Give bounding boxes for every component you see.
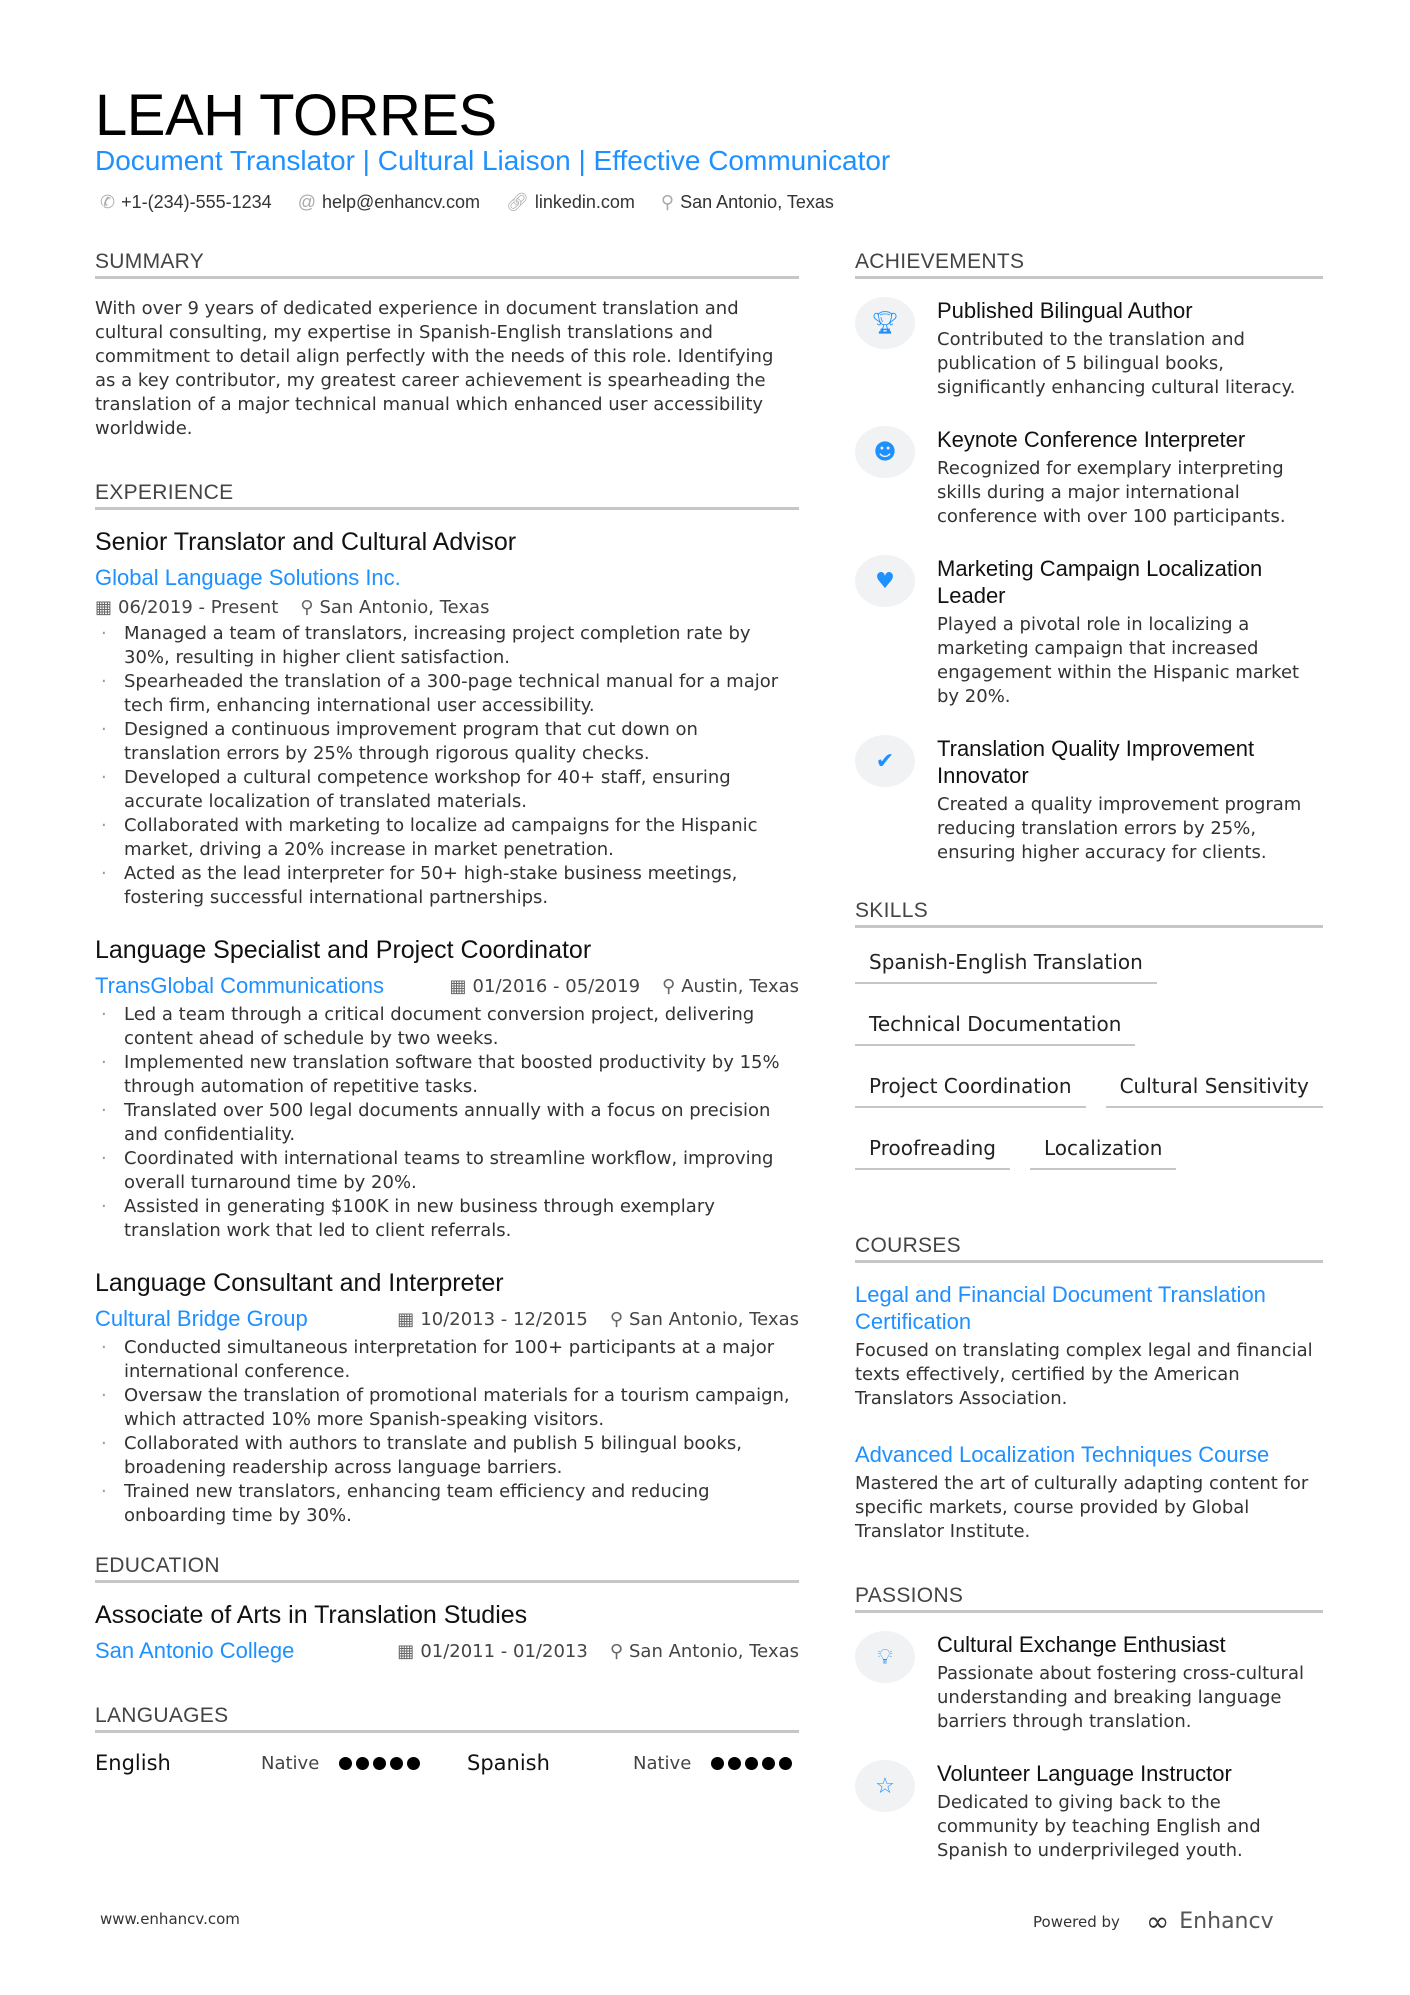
bullet-list (95, 1003, 799, 1243)
calendar-icon: ▦ (397, 1308, 415, 1330)
passion-desc: Dedicated to giving back to the community by teaching English and Spanish to underprivileged youth. (937, 1792, 1261, 1861)
rating-dots (339, 1757, 420, 1770)
course-item (855, 1281, 1323, 1411)
contact-phone (100, 192, 272, 213)
section-heading: EDUCATION (95, 1554, 799, 1583)
rating-dot (745, 1757, 758, 1770)
footer-branding (1033, 1905, 1274, 1938)
section-heading: PASSIONS (855, 1584, 1323, 1613)
rating-dot (356, 1757, 369, 1770)
linkedin-text[interactable]: linkedin.com (534, 192, 635, 212)
passions-section (855, 1584, 1323, 1863)
language-level: Native (633, 1752, 692, 1774)
achievement-title: Marketing Campaign Localization Leader (937, 556, 1263, 608)
job-meta (95, 597, 799, 618)
job-title: Language Specialist and Project Coordinator (95, 936, 592, 964)
passion-item (855, 1631, 1323, 1734)
achievement-title: Keynote Conference Interpreter (937, 427, 1246, 452)
job-location: San Antonio, Texas (629, 1308, 799, 1330)
language-list (95, 1751, 799, 1775)
education-section (95, 1554, 799, 1664)
skills-section (855, 899, 1323, 1170)
section-heading: SUMMARY (95, 250, 799, 279)
job-location: San Antonio, Texas (319, 597, 490, 618)
rating-dot (339, 1757, 352, 1770)
passion-item (855, 1760, 1323, 1863)
rating-dot (373, 1757, 386, 1770)
achievement-item (855, 735, 1323, 865)
candidate-name: LEAH TORRES (95, 83, 497, 148)
contact-link[interactable] (506, 192, 635, 213)
location-icon: ⚲ (300, 597, 314, 618)
skill-tag: Localization (1030, 1132, 1176, 1170)
bullet: · Acted as the lead interpreter for 50+ high-stake business meetings, fostering successful international partnerships. (95, 862, 799, 910)
at-icon: @ (297, 192, 316, 212)
lightbulb-icon: 💡︎ (855, 1631, 915, 1683)
job-meta (95, 1306, 799, 1332)
achievement-desc: Contributed to the translation and publication of 5 bilingual books, significantly enhancing cultural literacy. (937, 329, 1296, 398)
left-column (95, 250, 799, 1815)
bullet: · Developed a cultural competence workshop for 40+ staff, ensuring accurate localization of translated materials. (95, 766, 799, 814)
company-name: TransGlobal Communications (95, 973, 384, 998)
school-name: San Antonio College (95, 1638, 295, 1663)
language-item (95, 1751, 467, 1775)
bullet: · Designed a continuous improvement program that cut down on translation errors by 25% through rigorous quality checks. (95, 718, 799, 766)
summary-section (95, 250, 799, 441)
course-title: Advanced Localization Techniques Course (855, 1442, 1270, 1467)
achievement-title: Translation Quality Improvement Innovator (937, 736, 1255, 788)
rating-dots (711, 1757, 792, 1770)
job-title: Language Consultant and Interpreter (95, 1269, 504, 1297)
degree: Associate of Arts in Translation Studies (95, 1601, 528, 1629)
education-location: San Antonio, Texas (629, 1640, 799, 1662)
section-heading: EXPERIENCE (95, 481, 799, 510)
skill-tag: Cultural Sensitivity (1106, 1070, 1323, 1108)
phone-icon: ✆ (100, 192, 116, 212)
job-entry (95, 528, 799, 910)
job-dates: 10/2013 - 12/2015 (420, 1308, 588, 1330)
rating-dot (711, 1757, 724, 1770)
bullet: · Led a team through a critical document conversion project, delivering content ahead of schedule by two weeks. (95, 1003, 799, 1051)
experience-section (95, 481, 799, 1528)
company-name: Cultural Bridge Group (95, 1306, 308, 1331)
job-location: Austin, Texas (681, 975, 799, 997)
skill-tag: Spanish-English Translation (855, 946, 1157, 984)
star-icon: ☆ (855, 1760, 915, 1812)
powered-by-label: Powered by (1033, 1912, 1120, 1931)
achievement-item (855, 555, 1323, 709)
bullet: · Implemented new translation software that boosted productivity by 15% through automation of repetitive tasks. (95, 1051, 799, 1099)
language-item (467, 1751, 799, 1775)
heart-icon: ♥ (855, 555, 915, 607)
link-icon: 🔗︎ (506, 192, 529, 212)
job-entry (95, 936, 799, 1243)
bullet: · Translated over 500 legal documents annually with a focus on precision and confidentiality. (95, 1099, 799, 1147)
bullet: · Conducted simultaneous interpretation for 100+ participants at a major international conference. (95, 1336, 799, 1384)
skill-tag: Project Coordination (855, 1070, 1086, 1108)
course-desc: Mastered the art of culturally adapting content for specific markets, course provided by Global Translator Institute. (855, 1473, 1309, 1542)
language-level: Native (261, 1752, 320, 1774)
contact-email[interactable] (298, 192, 480, 213)
bullet: · Spearheaded the translation of a 300-page technical manual for a major tech firm, enhancing international user accessibility. (95, 670, 799, 718)
right-column (855, 250, 1323, 1889)
bullet: · Oversaw the translation of promotional materials for a tourism campaign, which attracted 10% more Spanish-speaking visitors. (95, 1384, 799, 1432)
brand-name: Enhancv (1179, 1909, 1274, 1934)
language-name: English (95, 1751, 171, 1775)
achievement-item (855, 426, 1323, 529)
phone-text: +1-(234)-555-1234 (121, 192, 272, 212)
enhancv-logo-icon: ∞ (1145, 1905, 1170, 1938)
location-icon: ⚲ (660, 192, 675, 212)
bullet-list (95, 622, 799, 910)
rating-dot (728, 1757, 741, 1770)
passion-desc: Passionate about fostering cross-cultural understanding and breaking language barriers through translation. (937, 1663, 1304, 1732)
section-heading: LANGUAGES (95, 1704, 799, 1733)
rating-dot (779, 1757, 792, 1770)
rating-dot (407, 1757, 420, 1770)
course-title: Legal and Financial Document Translation Certification (855, 1282, 1266, 1334)
location-icon: ⚲ (662, 975, 676, 997)
education-meta (95, 1638, 799, 1664)
passion-title: Volunteer Language Instructor (937, 1761, 1232, 1786)
calendar-icon: ▦ (449, 975, 467, 997)
bullet: · Trained new translators, enhancing team efficiency and reducing onboarding time by 30%. (95, 1480, 799, 1528)
achievement-item (855, 297, 1323, 400)
bullet: · Coordinated with international teams to streamline workflow, improving overall turnaround time by 20%. (95, 1147, 799, 1195)
skill-tag: Proofreading (855, 1132, 1010, 1170)
education-dates: 01/2011 - 01/2013 (420, 1640, 588, 1662)
location-text: San Antonio, Texas (680, 192, 834, 212)
passion-title: Cultural Exchange Enthusiast (937, 1632, 1226, 1657)
bullet: · Assisted in generating $100K in new business through exemplary translation work that led to client referrals. (95, 1195, 799, 1243)
trophy-icon: 🏆︎ (855, 297, 915, 349)
email-text[interactable]: help@enhancv.com (321, 192, 481, 212)
job-title: Senior Translator and Cultural Advisor (95, 528, 517, 556)
languages-section (95, 1704, 799, 1775)
contact-location (661, 192, 834, 213)
location-icon: ⚲ (609, 1308, 623, 1330)
job-meta (95, 973, 799, 999)
head-icon: ☻ (855, 426, 915, 478)
job-dates: 01/2016 - 05/2019 (472, 975, 641, 997)
achievement-desc: Created a quality improvement program reducing translation errors by 25%, ensuring higher accuracy for clients. (937, 794, 1302, 863)
summary-text: With over 9 years of dedicated experience in document translation and cultural consulting, my expertise in Spanish-English translations and commitment to detail align perfectly with the needs of this role. Identifying as a key contributor, my greatest career achievement is spearheading the translation of a major technical manual which enhanced user accessibility worldwide. (95, 298, 774, 439)
job-dates: 06/2019 - Present (118, 597, 279, 618)
enhancv-logo (1146, 1905, 1274, 1938)
bullet: · Collaborated with authors to translate and publish 5 bilingual books, broadening readership across language barriers. (95, 1432, 799, 1480)
company-name: Global Language Solutions Inc. (95, 565, 401, 590)
achievements-section (855, 250, 1323, 865)
skill-list (855, 946, 1323, 1170)
section-heading: SKILLS (855, 899, 1323, 928)
course-desc: Focused on translating complex legal and financial texts effectively, certified by the American Translators Association. (855, 1340, 1313, 1409)
footer-website[interactable]: www.enhancv.com (100, 1910, 240, 1928)
rating-dot (390, 1757, 403, 1770)
calendar-icon: ▦ (95, 597, 113, 618)
achievement-title: Published Bilingual Author (937, 298, 1193, 323)
language-name: Spanish (467, 1751, 550, 1775)
bullet-list (95, 1336, 799, 1528)
skill-tag: Technical Documentation (855, 1008, 1135, 1046)
bullet: · Managed a team of translators, increasing project completion rate by 30%, resulting in higher client satisfaction. (95, 622, 799, 670)
location-icon: ⚲ (609, 1640, 623, 1662)
bullet: · Collaborated with marketing to localize ad campaigns for the Hispanic market, driving a 20% increase in market penetration. (95, 814, 799, 862)
courses-section (855, 1234, 1323, 1544)
contact-bar (100, 192, 834, 213)
section-heading: COURSES (855, 1234, 1323, 1263)
achievement-desc: Recognized for exemplary interpreting skills during a major international conference with over 100 participants. (937, 458, 1286, 527)
course-item (855, 1441, 1323, 1544)
calendar-icon: ▦ (397, 1640, 415, 1662)
rating-dot (762, 1757, 775, 1770)
job-entry (95, 1269, 799, 1528)
candidate-title: Document Translator | Cultural Liaison | Effective Communicator (95, 145, 891, 176)
check-icon: ✔ (855, 735, 915, 787)
section-heading: ACHIEVEMENTS (855, 250, 1323, 279)
achievement-desc: Played a pivotal role in localizing a marketing campaign that increased engagement within the Hispanic market by 20%. (937, 614, 1300, 707)
